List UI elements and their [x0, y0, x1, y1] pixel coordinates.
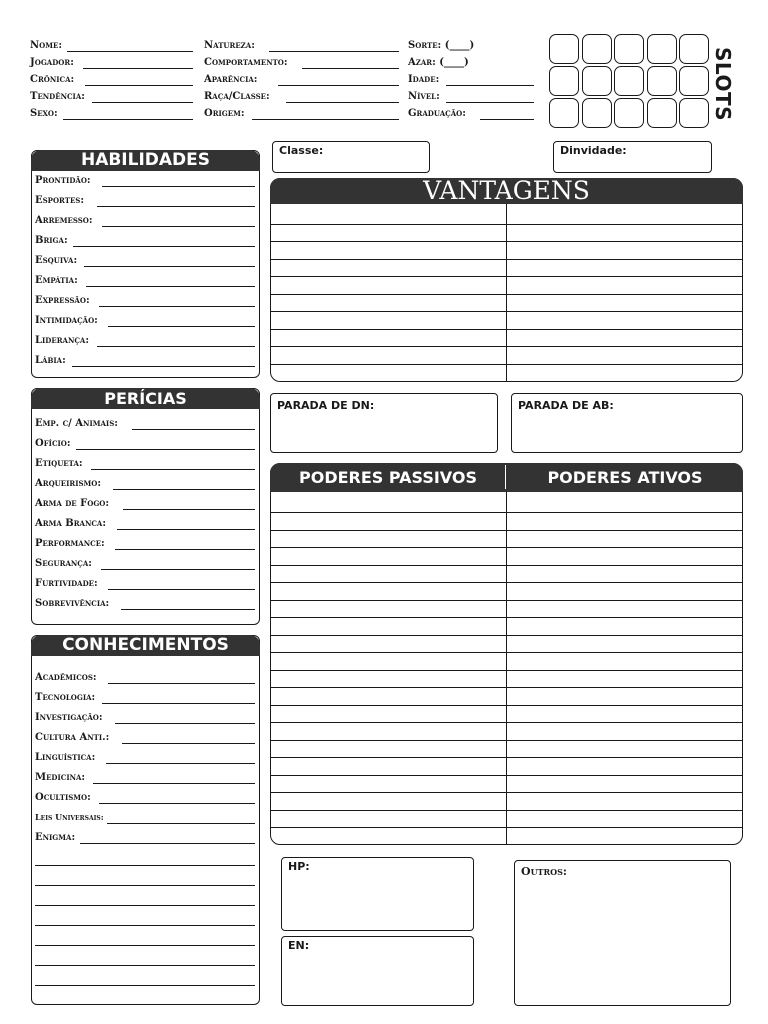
sobrevivencia-label: Sobrevivência: — [35, 598, 110, 609]
habilidades-header: HABILIDADES — [31, 150, 260, 171]
extra-line[interactable] — [35, 945, 255, 946]
enigma-label: Enigma: — [35, 832, 76, 843]
ocultismo-field[interactable] — [35, 790, 255, 806]
emp-animais-label: Emp. c/ Animais: — [35, 418, 118, 429]
extra-line[interactable] — [35, 885, 255, 886]
extra-line[interactable] — [35, 865, 255, 866]
ocultismo-label: Ocultismo: — [35, 792, 91, 803]
aparencia-label: Aparência: — [204, 74, 258, 85]
slot-box[interactable] — [679, 98, 709, 128]
conhecimentos-header: CONHECIMENTOS — [31, 635, 260, 656]
arma-fogo-label: Arma de Fogo: — [35, 498, 110, 509]
poderes-passivos-title: PODERES PASSIVOS — [298, 468, 478, 487]
arremesso-field[interactable] — [35, 213, 255, 229]
cronica-label: Crônica: — [30, 74, 75, 85]
seguranca-label: Segurança: — [35, 558, 92, 569]
slot-box[interactable] — [582, 66, 612, 96]
arqueirismo-label: Arqueirismo: — [35, 478, 102, 489]
poderes-table — [270, 463, 743, 845]
nome-field[interactable] — [30, 38, 193, 54]
arma-branca-field[interactable] — [35, 516, 255, 532]
slots-title: SLOTS — [711, 47, 735, 121]
cultura-anti-label: Cultura Anti.: — [35, 732, 110, 743]
poderes-rows — [271, 492, 742, 844]
slot-box[interactable] — [582, 34, 612, 64]
slot-box[interactable] — [647, 98, 677, 128]
briga-label: Briga: — [35, 235, 68, 246]
performance-field[interactable] — [35, 536, 255, 552]
poderes-header — [270, 463, 743, 492]
parada-dn-label: PARADA DE DN: — [277, 399, 375, 412]
nivel-label: Nível: — [408, 91, 440, 102]
slot-box[interactable] — [614, 66, 644, 96]
parada-ab-label: PARADA DE AB: — [518, 399, 614, 412]
empatia-label: Empátia: — [35, 275, 78, 286]
graduacao-label: Graduação: — [408, 108, 466, 119]
expressao-label: Expressão: — [35, 295, 90, 306]
comportamento-field[interactable] — [204, 55, 399, 71]
empatia-field[interactable] — [35, 273, 255, 289]
arma-branca-label: Arma Branca: — [35, 518, 107, 529]
labia-label: Lábia: — [35, 355, 66, 366]
sorte-field[interactable] — [408, 38, 503, 54]
comportamento-label: Comportamento: — [204, 57, 288, 68]
natureza-label: Natureza: — [204, 40, 255, 51]
arremesso-label: Arremesso: — [35, 215, 93, 226]
origem-label: Origem: — [204, 108, 245, 119]
vantagens-rows — [271, 204, 742, 381]
prontidao-label: Prontidão: — [35, 175, 91, 186]
arma-fogo-field[interactable] — [35, 496, 255, 512]
seguranca-field[interactable] — [35, 556, 255, 572]
etiqueta-label: Etiqueta: — [35, 458, 83, 469]
etiqueta-field[interactable] — [35, 456, 255, 472]
natureza-field[interactable] — [204, 38, 399, 54]
emp-animais-field[interactable] — [35, 416, 255, 432]
nivel-field[interactable] — [408, 89, 534, 105]
dinvidade-label: Dinvidade: — [560, 144, 627, 157]
parada-ab-box[interactable] — [511, 393, 743, 453]
slot-box[interactable] — [614, 98, 644, 128]
raca-classe-label: Raça/Classe: — [204, 91, 270, 102]
medicina-field[interactable] — [35, 770, 255, 786]
extra-line[interactable] — [35, 925, 255, 926]
sexo-label: Sexo: — [30, 108, 58, 119]
academicos-field[interactable] — [35, 670, 255, 686]
furtividade-label: Furtividade: — [35, 578, 98, 589]
leis-universais-label: Leis Universais: — [35, 812, 104, 822]
hp-box[interactable] — [281, 857, 474, 931]
en-label: EN: — [288, 939, 310, 952]
parada-dn-box[interactable] — [270, 393, 498, 453]
intimidacao-field[interactable] — [35, 313, 255, 329]
expressao-field[interactable] — [35, 293, 255, 309]
origem-field[interactable] — [204, 106, 399, 122]
linguistica-label: Linguística: — [35, 752, 96, 763]
idade-label: Idade: — [408, 74, 440, 85]
slot-box[interactable] — [582, 98, 612, 128]
esportes-field[interactable] — [35, 193, 255, 209]
sexo-field[interactable] — [30, 106, 193, 122]
en-box[interactable] — [281, 936, 474, 1006]
pericias-header: PERÍCIAS — [31, 388, 260, 409]
outros-label: Outros: — [521, 865, 567, 878]
nome-label: Nome: — [30, 40, 63, 51]
academicos-label: Acadêmicos: — [35, 672, 97, 683]
cultura-anti-field[interactable] — [35, 730, 255, 746]
classe-label: Classe: — [279, 144, 324, 157]
azar-field[interactable] — [408, 55, 503, 71]
aparencia-field[interactable] — [204, 72, 399, 88]
linguistica-field[interactable] — [35, 750, 255, 766]
esquiva-field[interactable] — [35, 253, 255, 269]
tecnologia-field[interactable] — [35, 690, 255, 706]
investigacao-field[interactable] — [35, 710, 255, 726]
slot-box[interactable] — [614, 34, 644, 64]
prontidao-field[interactable] — [35, 173, 255, 189]
performance-label: Performance: — [35, 538, 105, 549]
raca-classe-field[interactable] — [204, 89, 399, 105]
investigacao-label: Investigação: — [35, 712, 103, 723]
graduacao-field[interactable] — [408, 106, 534, 122]
oficio-field[interactable] — [35, 436, 255, 452]
intimidacao-label: Intimidação: — [35, 315, 98, 326]
slot-box[interactable] — [647, 66, 677, 96]
idade-field[interactable] — [408, 72, 534, 88]
esquiva-label: Esquiva: — [35, 255, 78, 266]
esportes-label: Esportes: — [35, 195, 85, 206]
extra-line[interactable] — [35, 905, 255, 906]
sorte-label: Sorte: (____) — [408, 40, 475, 51]
furtividade-field[interactable] — [35, 576, 255, 592]
slot-box[interactable] — [549, 34, 579, 64]
tendencia-field[interactable] — [30, 89, 193, 105]
slot-box[interactable] — [549, 66, 579, 96]
slot-box[interactable] — [549, 98, 579, 128]
arqueirismo-field[interactable] — [35, 476, 255, 492]
tecnologia-label: Tecnologia: — [35, 692, 96, 703]
leis-universais-field[interactable] — [35, 810, 255, 826]
sobrevivencia-field[interactable] — [35, 596, 255, 612]
medicina-label: Medicina: — [35, 772, 86, 783]
extra-line[interactable] — [35, 965, 255, 966]
oficio-label: Ofício: — [35, 438, 71, 449]
briga-field[interactable] — [35, 233, 255, 249]
azar-label: Azar: (____) — [408, 57, 469, 68]
poderes-ativos-title: PODERES ATIVOS — [547, 468, 703, 487]
outros-box[interactable] — [514, 860, 731, 1006]
slot-box[interactable] — [647, 34, 677, 64]
vantagens-table — [270, 178, 743, 382]
slot-box[interactable] — [679, 66, 709, 96]
jogador-field[interactable] — [30, 55, 193, 71]
lideranca-label: Liderança: — [35, 335, 90, 346]
lideranca-field[interactable] — [35, 333, 255, 349]
dinvidade-box[interactable] — [553, 141, 712, 173]
slot-box[interactable] — [679, 34, 709, 64]
enigma-field[interactable] — [35, 830, 255, 846]
extra-line[interactable] — [35, 985, 255, 986]
cronica-field[interactable] — [30, 72, 193, 88]
labia-field[interactable] — [35, 353, 255, 369]
jogador-label: Jogador: — [30, 57, 74, 68]
tendencia-label: Tendência: — [30, 91, 85, 102]
vantagens-divider — [506, 204, 507, 381]
vantagens-header: VANTAGENS — [270, 178, 743, 204]
hp-label: HP: — [288, 860, 310, 873]
slots-grid — [549, 34, 709, 128]
classe-box[interactable] — [272, 141, 430, 173]
